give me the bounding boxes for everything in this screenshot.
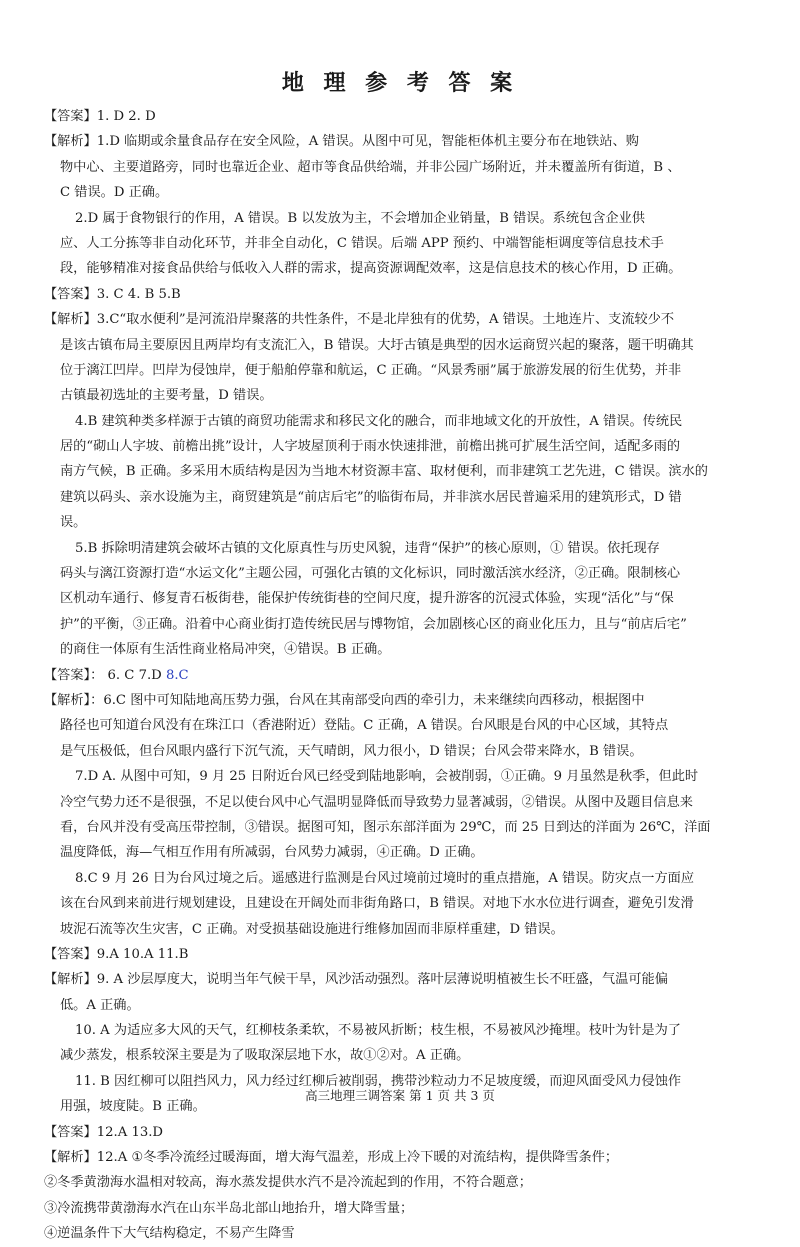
answer-8-highlight: 8.C [165,667,189,683]
text-line: 【答案】3. C 4. B 5.B [44,286,181,302]
text-line: 【解析】9. A 沙层厚度大，说明当年气候干旱，风沙活动强烈。落叶层薄说明植被生长不旺盛，气温可能偏 [44,972,668,988]
text-line: 段，能够精准对接食品供给与低收入人群的需求，提高资源调配效率，这是信息技术的核心作用，D 正确。 [60,261,682,277]
text-line: 区机动车通行、修复青石板街巷，能保护传统街巷的空间尺度，提升游客的沉浸式体验，实现“活化”与“保 [60,591,674,607]
text-line: ④逆温条件下大气结构稳定，不易产生降雪 [44,1226,295,1242]
text-line: 用强，坡度陡。B 正确。 [60,1099,206,1115]
text-line: 【解析】3.C“取水便利”是河流沿岸聚落的共性条件，不是北岸独有的优势，A 错误。土地连片、支流较少不 [44,312,675,328]
text-line: 8.C 9 月 26 日为台风过境之后。遥感进行监测是台风过境前过境时的重点措施，A 错误。防灾点一方面应 [75,870,695,886]
text-line: 坡泥石流等次生灾害，C 正确。对受损基础设施进行维修加固而非原样重建，D 错误。 [60,921,564,937]
text-line: 应、人工分拣等非自动化环节，并非全自动化，C 错误。后端 APP 预约、中端智能柜调度等信息技术手 [60,235,664,251]
text-line: 【答案】12.A 13.D [44,1124,163,1140]
text-line: 低。A 正确。 [60,997,140,1013]
text-line: 路径也可知道台风没有在珠江口（香港附近）登陆。C 正确，A 错误。台风眼是台风的中心区域，其特点 [60,718,669,734]
text-line: 是气压极低，但台风眼内盛行下沉气流，天气晴朗，风力很小，D 错误；台风会带来降水，B 错误。 [60,743,643,759]
text-line: 【答案】1. D 2. D [44,109,156,124]
text-line: 南方气候，B 正确。多采用木质结构是因为当地木材资源丰富、取材便利，而非建筑工艺先进，C 错误。滨水的 [60,464,708,480]
answer-body [44,104,760,1247]
text-line: 【解析】12.A ①冬季冷流经过暖海面，增大海气温差，形成上冷下暖的对流结构，提供降雪条件； [44,1150,619,1166]
text-line: 码头与漓江资源打造“水运文化”主题公园，可强化古镇的文化标识，同时激活滨水经济，②正确。限制核心 [60,566,681,582]
text-line: 4.B 建筑种类多样源于古镇的商贸功能需求和移民文化的融合，而非地域文化的开放性，A 错误。传统民 [75,413,683,429]
text-line: 看，台风并没有受高压带控制，③错误。据图可知，图示东部洋面为 29℃，而 25 日到达的洋面为 26℃，洋面 [60,819,711,835]
text-line: 11. B 因红柳可以阻挡风力，风力经过红柳后被削弱，携带沙粒动力不足坡度缓，而迎风面受风力侵蚀作 [75,1073,682,1089]
text-line: C 错误。D 正确。 [60,185,169,201]
text-line: ②冬季黄渤海水温相对较高，海水蒸发提供水汽不是冷流起到的作用，不符合题意； [44,1175,532,1191]
answer-key-line [44,663,760,688]
text-line: 误。 [60,515,87,531]
text-line: 古镇最初选址的主要考量，D 错误。 [60,388,273,404]
text-segment: 【答案】： 6. C 7.D [44,667,166,683]
text-line: 【答案】9.A 10.A 11.B [44,946,189,962]
page-title: 地 理 参 考 答 案 [281,71,519,96]
text-line: 【解析】1.D 临期或余量食品存在安全风险，A 错误。从图中可见，智能柜体机主要分布在地铁站、购 [44,134,639,150]
text-line: 位于漓江凹岸。凹岸为侵蚀岸，便于船舶停靠和航运，C 正确。“风景秀丽”属于旅游发展的衍生优势，并非 [60,362,682,378]
text-line: 温度降低，海—气相互作用有所减弱，台风势力减弱，④正确。D 正确。 [60,845,484,861]
page-footer: 高三地理三调答案 第 1 页 共 3 页 [305,1088,495,1103]
text-line: 【解析】：6.C 图中可知陆地高压势力强，台风在其南部受向西的牵引力，未来继续向西移动，根据图中 [44,692,645,708]
text-line: 的商住一体原有生活性商业格局冲突，④错误。B 正确。 [60,642,391,658]
text-line: 冷空气势力还不是很强，不足以使台风中心气温明显降低而导致势力显著减弱，②错误。从图中及题目信息来 [60,794,693,810]
text-line: 5.B 拆除明清建筑会破坏古镇的文化原真性与历史风貌，违背“保护”的核心原则，① 错误。依托现存 [75,540,660,556]
text-line: 减少蒸发，根系较深主要是为了吸取深层地下水，故①②对。A 正确。 [60,1048,470,1064]
text-line: ③冷流携带黄渤海水汽在山东半岛北部山地抬升，增大降雪量； [44,1200,414,1216]
text-line: 该在台风到来前进行规划建设，且建设在开阔处而非街角路口，B 错误。对地下水水位进行调查，避免引发滑 [60,896,694,912]
text-line: 建筑以码头、亲水设施为主，商贸建筑是“前店后宅”的临街布局，并非滨水居民普遍采用的建筑形式，D 错 [60,489,682,505]
text-line: 护”的平衡，③正确。沿着中心商业街打造传统民居与博物馆，会加剧核心区的商业化压力，且与“前店后宅” [60,616,687,632]
text-line: 10. A 为适应多大风的天气，红柳枝条柔软，不易被风折断；枝生根，不易被风沙掩埋。枝叶为针是为了 [75,1023,681,1039]
text-line: 7.D A. 从图中可知，9 月 25 日附近台风已经受到陆地影响，会被削弱，①正确。9 月虽然是秋季，但此时 [75,769,699,785]
text-line: 2.D 属于食物银行的作用，A 错误。B 以发放为主，不会增加企业销量，B 错误。系统包含企业供 [75,210,645,226]
text-line: 居的“砌山人字坡、前檐出挑”设计，人字坡屋顶利于雨水快速排泄，前檐出挑可扩展生活空间，适配多雨的 [60,439,681,455]
text-line: 是该古镇布局主要原因且两岸均有支流汇入，B 错误。大圩古镇是典型的因水运商贸兴起的聚落，题干明确其 [60,337,694,353]
text-line: 物中心、主要道路旁，同时也靠近企业、超市等食品供给端，并非公园广场附近，并未覆盖所有街道，B 、 [60,159,681,175]
